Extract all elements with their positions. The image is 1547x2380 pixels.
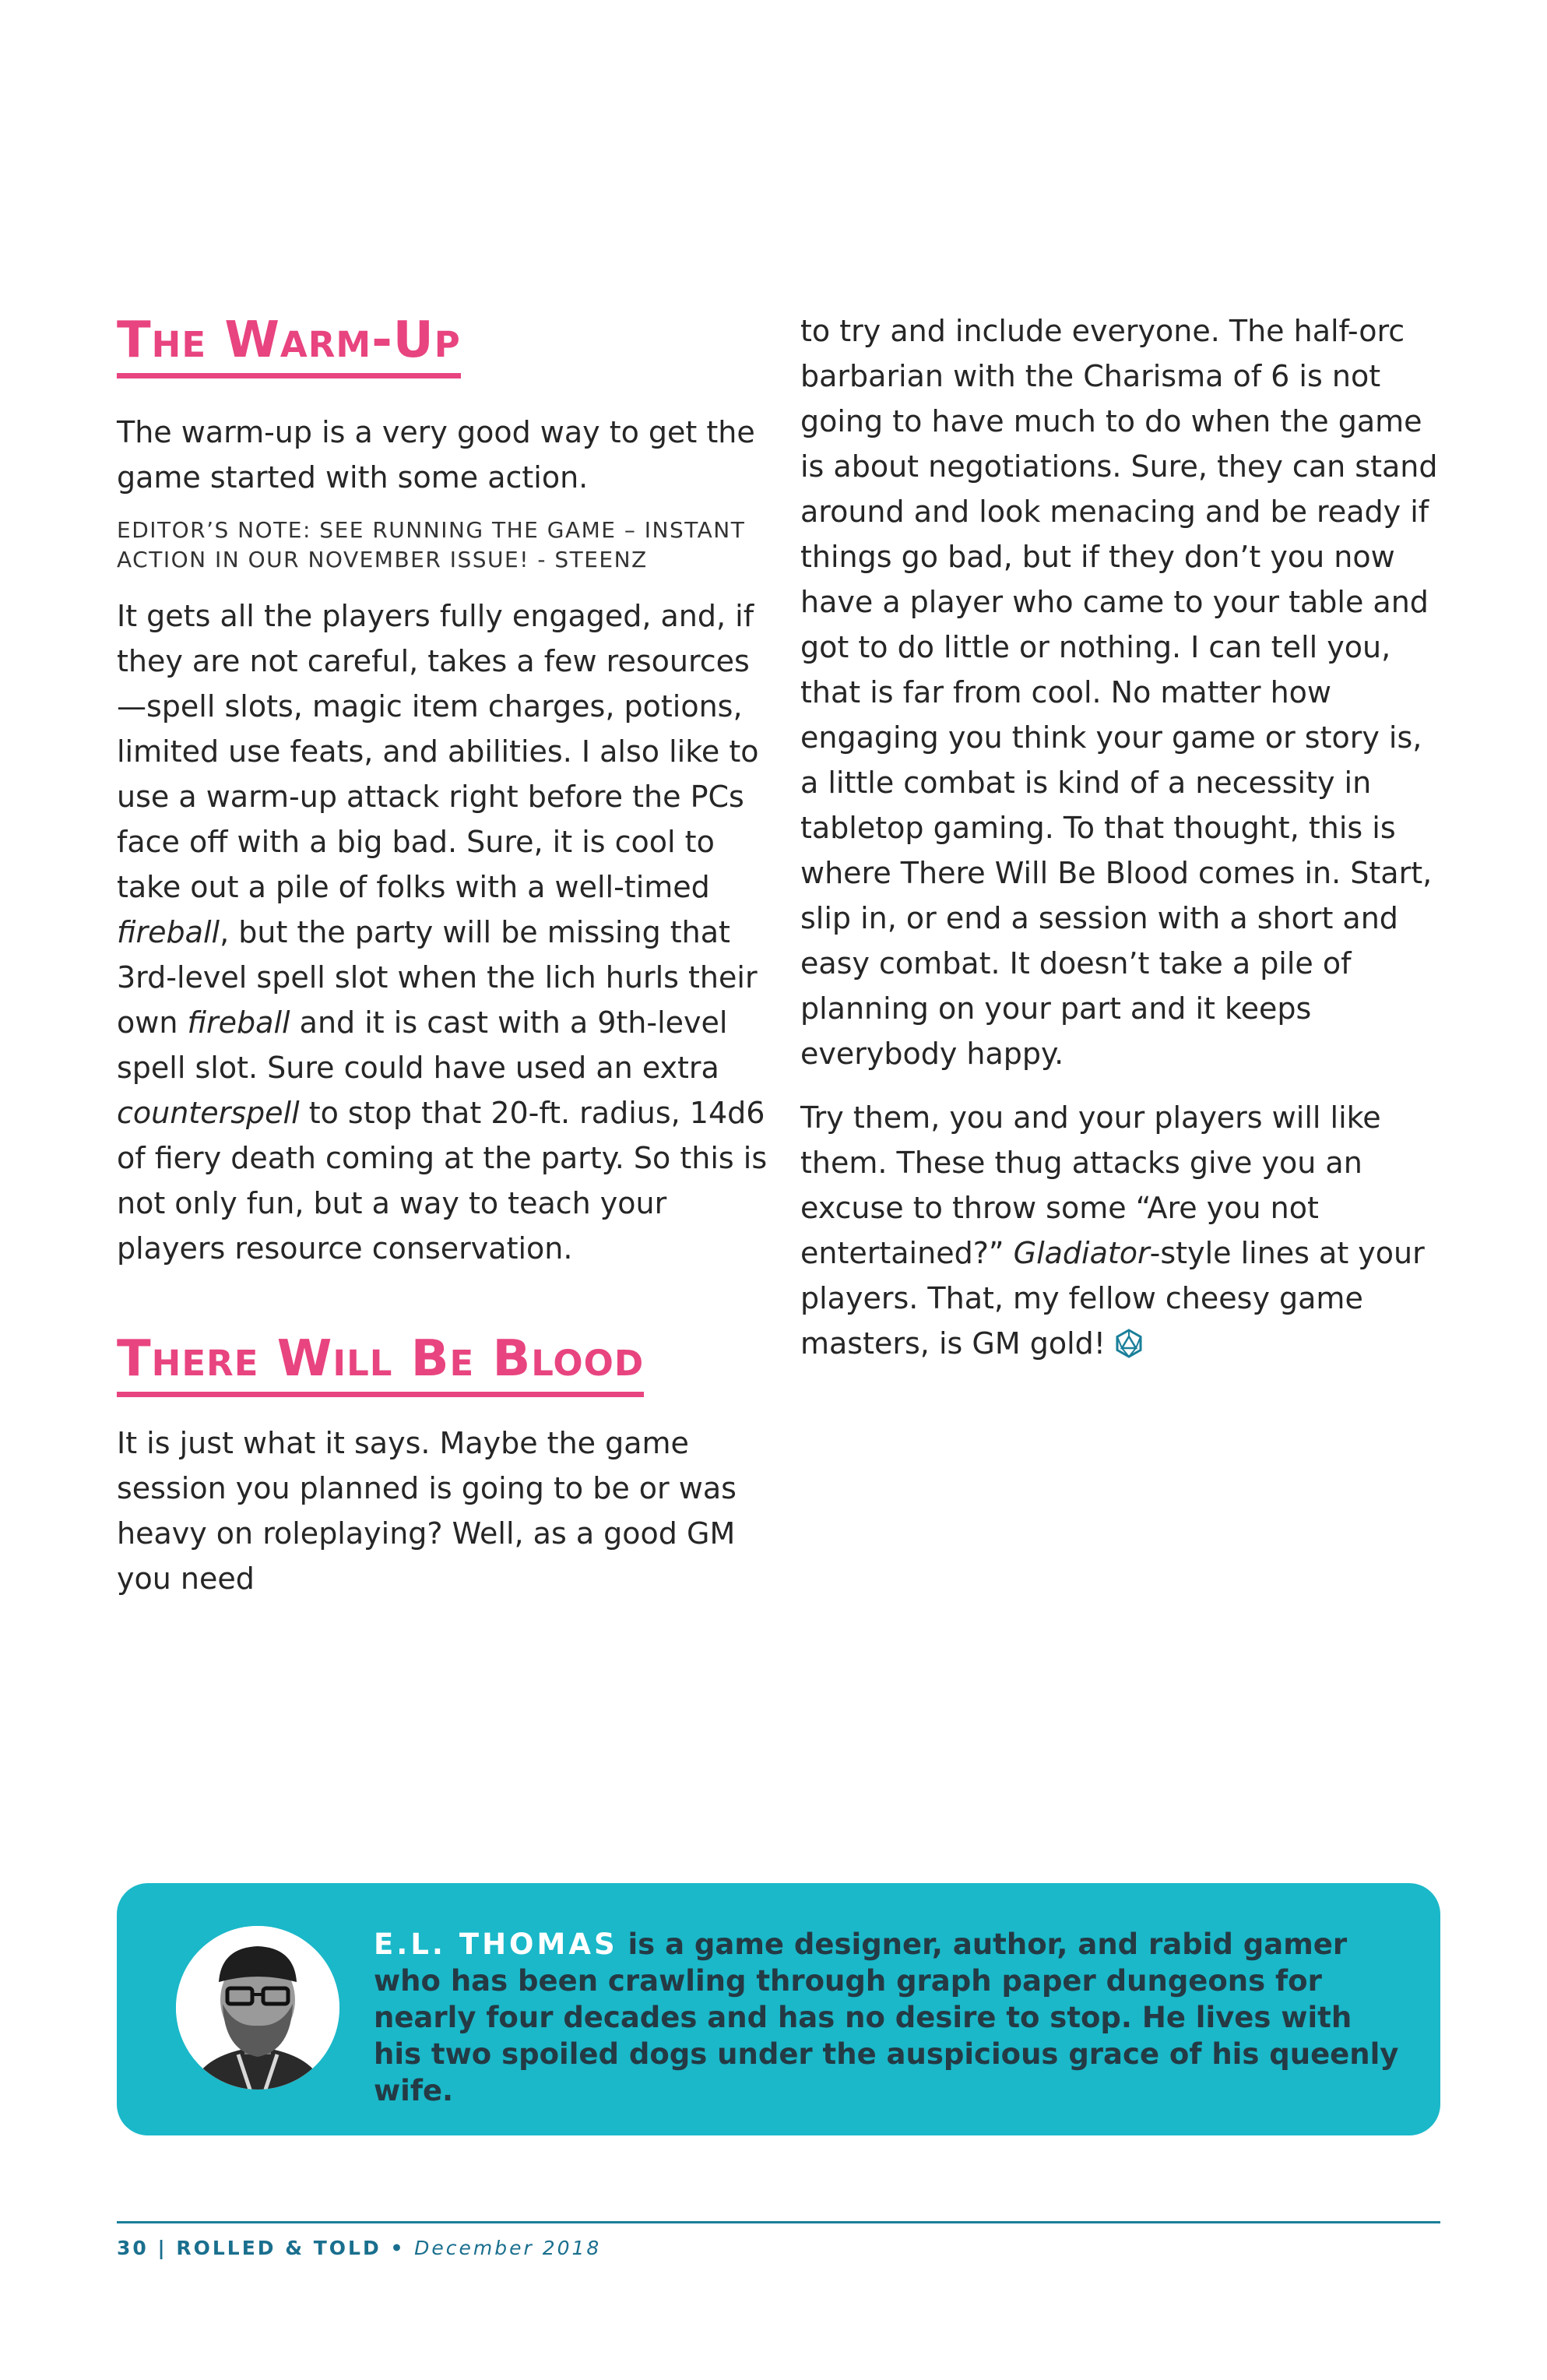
author-avatar xyxy=(176,1926,339,2090)
closing-paragraph: Try them, you and your players will like them. These thug attacks give you an excuse to throw some “Are you not entertained?” Gladiator-style lines at your players. That, my fellow cheesy game masters, is GM gold! xyxy=(800,1100,1425,1361)
author-bio-box xyxy=(117,1883,1440,2135)
footer-divider xyxy=(117,2221,1440,2223)
editor-note: EDITOR’S NOTE: SEE RUNNING THE GAME – INSTANT ACTION IN OUR NOVEMBER ISSUE! - STEENZ xyxy=(117,517,746,573)
page-number: 30 xyxy=(117,2237,149,2259)
section-heading-warm-up: The Warm-Up xyxy=(117,315,461,378)
right-column xyxy=(800,315,1447,1366)
blood-paragraph: to try and include everyone. The half-orc barbarian with the Charisma of 6 is not going to have much to do when the game is about negotiations. Sure, they can stand around and look menacing and be ready if things go bad, but if they don’t you now have a player who came to your table and got to do little or nothing. I can tell you, that is far from cool. No matter how engaging you think your game or story is, a little combat is kind of a necessity in tabletop gaming. To that thought, this is where There Will Be Blood comes in. Start, slip in, or end a session with a short and easy combat. It doesn’t take a pile of planning on your part and it keeps everybody happy. xyxy=(800,314,1438,1071)
publication-name: ROLLED & TOLD xyxy=(176,2237,381,2259)
section-heading-there-will-be-blood: There Will Be Blood xyxy=(117,1333,644,1397)
author-bio: E.L. THOMAS is a game designer, author, and rabid gamer who has been crawling through graph paper dungeons for nearly four decades and has no desire to stop. He lives with his two spoiled dogs under the auspicious grace of his queenly wife. xyxy=(374,1928,1399,2107)
blood-intro: It is just what it says. Maybe the game session you planned is going to be or was heavy on roleplaying? Well, as a good GM you need xyxy=(117,1426,737,1597)
d20-icon xyxy=(1115,1329,1143,1358)
left-column xyxy=(117,312,771,1601)
warm-up-paragraph: It gets all the players fully engaged, and, if they are not careful, takes a few resources—spell slots, magic item charges, potions, limited use feats, and abilities. I also like to use a warm-up attack right before the PCs face off with a big bad. Sure, it is cool to take out a pile of folks with a well-timed fireball, but the party will be missing that 3rd-level spell slot when the lich hurls their own fireball and it is cast with a 9th-level spell slot. Sure could have used an extra counterspell to stop that 20-ft. radius, 14d6 of fiery death coming at the party. So this is not only fun, but a way to teach your players resource conservation. xyxy=(117,599,768,1266)
warm-up-intro: The warm-up is a very good way to get the game started with some action. xyxy=(117,415,755,495)
issue-date: December 2018 xyxy=(414,2237,602,2259)
page-footer: 30 | ROLLED & TOLD • December 2018 xyxy=(117,2237,602,2259)
author-name: E.L. THOMAS xyxy=(374,1928,618,1961)
